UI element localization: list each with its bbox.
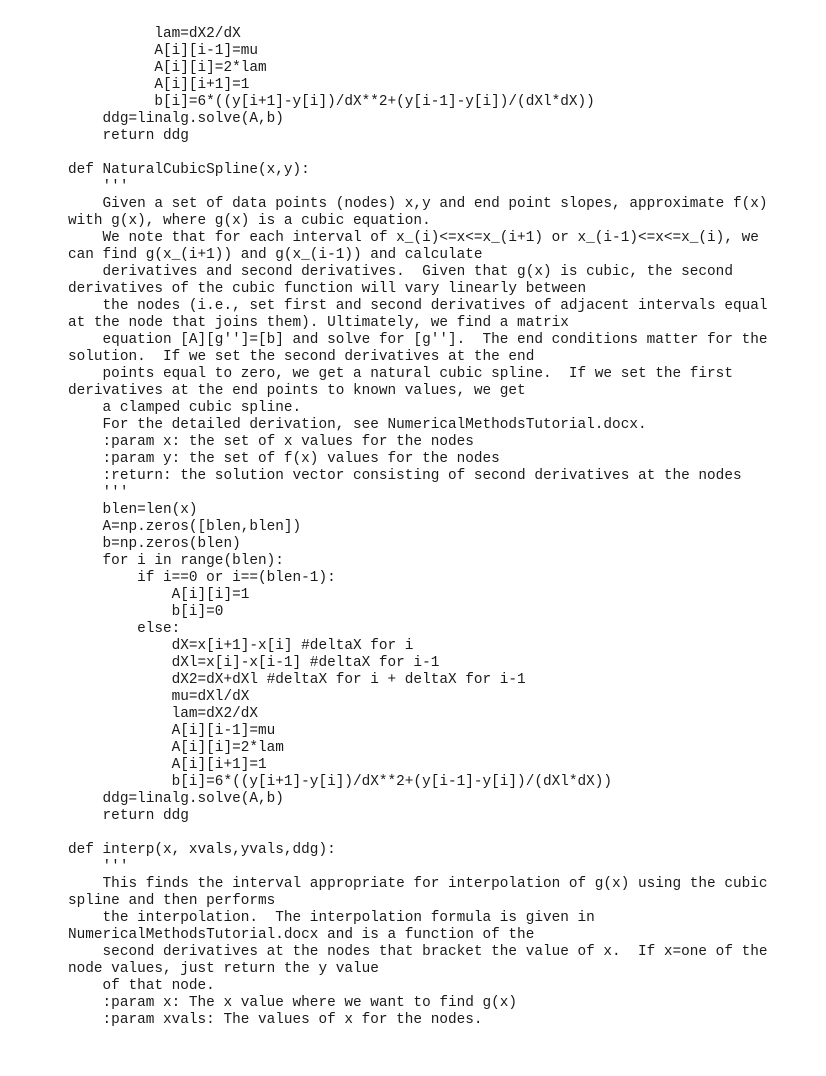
docstring-line: node values, just return the y value <box>68 961 379 977</box>
docstring-line: of that node. <box>68 978 215 994</box>
blank-line <box>68 825 808 842</box>
code-line: return ddg <box>68 808 189 824</box>
code-line: A[i][i-1]=mu <box>68 43 258 59</box>
docstring-line: :param x: the set of x values for the nodes <box>68 434 474 450</box>
docstring-line: :param y: the set of f(x) values for the nodes <box>68 451 500 467</box>
blank-line <box>68 145 808 162</box>
code-line: lam=dX2/dX <box>68 706 258 722</box>
function-signature: def NaturalCubicSpline(x,y): <box>68 162 310 178</box>
code-line: ddg=linalg.solve(A,b) <box>68 791 284 807</box>
docstring-line: derivatives of the cubic function will vary linearly between <box>68 281 587 297</box>
docstring-line: can find g(x_(i+1)) and g(x_(i-1)) and calculate <box>68 247 483 263</box>
code-line: else: <box>68 621 181 637</box>
function-signature: def interp(x, xvals,yvals,ddg): <box>68 842 336 858</box>
code-line: A=np.zeros([blen,blen]) <box>68 519 302 535</box>
docstring-line: with g(x), where g(x) is a cubic equation. <box>68 213 431 229</box>
docstring-line: the interpolation. The interpolation formula is given in <box>68 910 595 926</box>
code-line: lam=dX2/dX <box>68 26 241 42</box>
code-line: dX2=dX+dXl #deltaX for i + deltaX for i-1 <box>68 672 526 688</box>
docstring-line: derivatives and second derivatives. Given that g(x) is cubic, the second <box>68 264 733 280</box>
code-line: A[i][i-1]=mu <box>68 723 276 739</box>
docstring-line: a clamped cubic spline. <box>68 400 302 416</box>
docstring-line: derivatives at the end points to known values, we get <box>68 383 526 399</box>
docstring-line: We note that for each interval of x_(i)<=x<=x_(i+1) or x_(i-1)<=x<=x_(i), we <box>68 230 759 246</box>
code-line: dX=x[i+1]-x[i] #deltaX for i <box>68 638 414 654</box>
docstring-line: equation [A][g'']=[b] and solve for [g'']. The end conditions matter for the <box>68 332 768 348</box>
code-line: for i in range(blen): <box>68 553 284 569</box>
docstring-line: ''' <box>68 859 129 875</box>
docstring-line: the nodes (i.e., set first and second derivatives of adjacent intervals equal <box>68 298 768 314</box>
docstring-line: :param xvals: The values of x for the nodes. <box>68 1012 483 1028</box>
code-line: A[i][i]=2*lam <box>68 740 284 756</box>
code-line: blen=len(x) <box>68 502 198 518</box>
code-line: return ddg <box>68 128 189 144</box>
code-line: b[i]=6*((y[i+1]-y[i])/dX**2+(y[i-1]-y[i])/(dXl*dX)) <box>68 774 613 790</box>
code-line: A[i][i+1]=1 <box>68 757 267 773</box>
code-line: b=np.zeros(blen) <box>68 536 241 552</box>
code-line: if i==0 or i==(blen-1): <box>68 570 336 586</box>
docstring-line: :return: the solution vector consisting of second derivatives at the nodes <box>68 468 742 484</box>
docstring-line: solution. If we set the second derivatives at the end <box>68 349 535 365</box>
docstring-line: points equal to zero, we get a natural cubic spline. If we set the first <box>68 366 733 382</box>
docstring-line: :param x: The x value where we want to find g(x) <box>68 995 518 1011</box>
docstring-line: NumericalMethodsTutorial.docx and is a function of the <box>68 927 535 943</box>
docstring-line: spline and then performs <box>68 893 276 909</box>
code-line: b[i]=0 <box>68 604 224 620</box>
docstring-line: For the detailed derivation, see NumericalMethodsTutorial.docx. <box>68 417 647 433</box>
code-line: dXl=x[i]-x[i-1] #deltaX for i-1 <box>68 655 440 671</box>
code-line: b[i]=6*((y[i+1]-y[i])/dX**2+(y[i-1]-y[i])/(dXl*dX)) <box>68 94 595 110</box>
docstring-line: This finds the interval appropriate for interpolation of g(x) using the cubic <box>68 876 768 892</box>
docstring-line: Given a set of data points (nodes) x,y and end point slopes, approximate f(x) <box>68 196 768 212</box>
code-page <box>68 26 808 1029</box>
code-line: A[i][i+1]=1 <box>68 77 250 93</box>
code-line: A[i][i]=1 <box>68 587 250 603</box>
code-line: A[i][i]=2*lam <box>68 60 267 76</box>
docstring-line: ''' <box>68 485 129 501</box>
code-line: mu=dXl/dX <box>68 689 250 705</box>
code-line: ddg=linalg.solve(A,b) <box>68 111 284 127</box>
docstring-line: at the node that joins them). Ultimately, we find a matrix <box>68 315 569 331</box>
docstring-line: ''' <box>68 179 129 195</box>
docstring-line: second derivatives at the nodes that bracket the value of x. If x=one of the <box>68 944 768 960</box>
